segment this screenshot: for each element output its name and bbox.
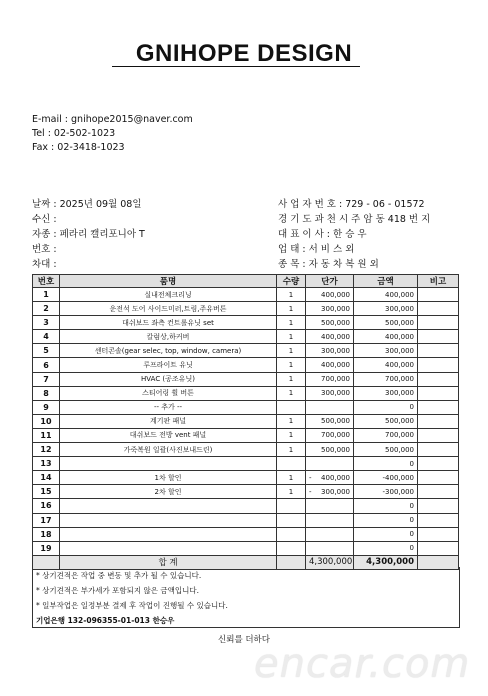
contact-fax: Fax : 02-3418-1023 (32, 142, 125, 153)
row-qty: 1 (277, 386, 306, 400)
table-row (33, 372, 459, 386)
row-item-name: 계기판 패널 (60, 414, 277, 428)
table-row (33, 330, 459, 344)
title-underline (112, 66, 360, 67)
row-number: 1 (33, 288, 60, 302)
row-remarks (418, 485, 459, 499)
row-number: 4 (33, 330, 60, 344)
table-header-row (33, 275, 459, 288)
row-remarks (418, 400, 459, 414)
row-number: 2 (33, 302, 60, 316)
row-amount: -400,000 (354, 471, 418, 485)
row-amount: 300,000 (354, 344, 418, 358)
row-remarks (418, 527, 459, 541)
row-remarks (418, 386, 459, 400)
row-remarks (418, 316, 459, 330)
header-amount: 금액 (354, 275, 418, 288)
footer-slogan: 신뢰를 더하다 (218, 635, 270, 645)
row-number: 12 (33, 443, 60, 457)
info-business-type: 업 태 : 서 비 스 외 (278, 244, 355, 255)
row-qty: 1 (277, 344, 306, 358)
row-remarks (418, 302, 459, 316)
row-amount: -300,000 (354, 485, 418, 499)
row-item-name: -- 추가 -- (60, 400, 277, 414)
info-ceo: 대 표 이 사 : 한 승 우 (278, 229, 367, 240)
row-number: 14 (33, 471, 60, 485)
table-row (33, 316, 459, 330)
note-3: * 일부작업은 일정부분 결제 후 작업이 진행될 수 있습니다. (36, 601, 228, 610)
notes-box (32, 567, 460, 628)
row-number: 13 (33, 457, 60, 471)
row-item-name: 운전석 도어 사이드미러,트림,주유버튼 (60, 302, 277, 316)
row-number: 16 (33, 499, 60, 513)
row-amount: 0 (354, 541, 418, 555)
info-date: 날짜 : 2025년 09월 08일 (32, 199, 142, 210)
row-unit-price (306, 513, 354, 527)
table-row (33, 358, 459, 372)
row-qty: 1 (277, 358, 306, 372)
row-number: 17 (33, 513, 60, 527)
row-remarks (418, 428, 459, 442)
row-amount: 500,000 (354, 443, 418, 457)
row-number: 9 (33, 400, 60, 414)
contact-email: E-mail : gnihope2015@naver.com (32, 114, 193, 125)
row-qty: 1 (277, 428, 306, 442)
row-item-name (60, 541, 277, 555)
row-item-name: 2차 할인 (60, 485, 277, 499)
row-remarks (418, 541, 459, 555)
table-row (33, 527, 459, 541)
row-unit-price: 400,000 (306, 288, 354, 302)
bank-account: 기업은행 132-096355-01-013 한승우 (36, 616, 175, 625)
table-row (33, 400, 459, 414)
info-number: 번호 : (32, 244, 57, 255)
info-business-number: 사 업 자 번 호 : 729 - 06 - 01572 (278, 199, 425, 210)
table-row (33, 302, 459, 316)
row-number: 3 (33, 316, 60, 330)
row-remarks (418, 513, 459, 527)
row-number: 11 (33, 428, 60, 442)
row-item-name (60, 513, 277, 527)
row-amount: 700,000 (354, 372, 418, 386)
row-unit-price: - 400,000 (306, 471, 354, 485)
row-remarks (418, 372, 459, 386)
row-amount: 400,000 (354, 358, 418, 372)
row-qty: 1 (277, 372, 306, 386)
header-unit-price: 단가 (306, 275, 354, 288)
row-amount: 400,000 (354, 330, 418, 344)
row-qty (277, 541, 306, 555)
row-unit-price: 300,000 (306, 302, 354, 316)
row-item-name: 실내전체크리닝 (60, 288, 277, 302)
table-row (33, 443, 459, 457)
row-unit-price: 400,000 (306, 358, 354, 372)
table-row (33, 485, 459, 499)
row-qty: 1 (277, 302, 306, 316)
row-amount: 400,000 (354, 288, 418, 302)
row-remarks (418, 344, 459, 358)
row-remarks (418, 358, 459, 372)
table-row (33, 344, 459, 358)
table-row (33, 288, 459, 302)
row-number: 7 (33, 372, 60, 386)
row-unit-price: 500,000 (306, 414, 354, 428)
header-no: 번호 (33, 275, 60, 288)
info-receiver: 수신 : (32, 214, 57, 225)
row-unit-price (306, 541, 354, 555)
table-row (33, 471, 459, 485)
row-remarks (418, 443, 459, 457)
total-unit: 4,300,000 (306, 555, 354, 569)
row-amount: 0 (354, 400, 418, 414)
table-row (33, 457, 459, 471)
row-amount: 500,000 (354, 316, 418, 330)
row-remarks (418, 471, 459, 485)
row-qty: 1 (277, 414, 306, 428)
watermark-logo: encar.com (254, 641, 471, 687)
total-label: 합 계 (60, 555, 277, 569)
table-row (33, 541, 459, 555)
table-row (33, 414, 459, 428)
row-remarks (418, 457, 459, 471)
row-item-name: HVAC (공조유닛) (60, 372, 277, 386)
row-amount: 0 (354, 499, 418, 513)
header-qty: 수량 (277, 275, 306, 288)
row-unit-price: 500,000 (306, 316, 354, 330)
row-amount: 0 (354, 513, 418, 527)
note-2: * 상기견적은 부가세가 포함되지 않은 금액입니다. (36, 586, 199, 595)
row-amount: 300,000 (354, 386, 418, 400)
row-unit-price: 700,000 (306, 372, 354, 386)
header-remarks: 비고 (418, 275, 459, 288)
row-unit-price (306, 527, 354, 541)
row-remarks (418, 330, 459, 344)
row-number: 15 (33, 485, 60, 499)
row-amount: 0 (354, 457, 418, 471)
row-remarks (418, 414, 459, 428)
total-amount: 4,300,000 (354, 555, 418, 569)
row-number: 6 (33, 358, 60, 372)
row-qty: 1 (277, 471, 306, 485)
row-unit-price: 500,000 (306, 443, 354, 457)
note-1: * 상기견적은 작업 중 변동 및 추가 될 수 있습니다. (36, 571, 202, 580)
row-item-name: 루프라이트 유닛 (60, 358, 277, 372)
row-qty (277, 400, 306, 414)
row-qty: 1 (277, 443, 306, 457)
row-number: 10 (33, 414, 60, 428)
row-qty: 1 (277, 330, 306, 344)
info-car-model: 자종 : 페라리 캘리포니아 T (32, 229, 145, 240)
row-qty (277, 527, 306, 541)
row-unit-price: 300,000 (306, 344, 354, 358)
row-unit-price (306, 457, 354, 471)
table-row (33, 428, 459, 442)
row-item-name: 대쉬보드 좌측 컨트롤유닛 set (60, 316, 277, 330)
table-row (33, 513, 459, 527)
row-item-name (60, 499, 277, 513)
row-item-name: 칼럼상,하커버 (60, 330, 277, 344)
estimate-table (32, 274, 459, 570)
row-qty: 1 (277, 485, 306, 499)
info-chassis: 차대 : (32, 259, 57, 270)
row-number: 8 (33, 386, 60, 400)
row-unit-price (306, 499, 354, 513)
row-number: 18 (33, 527, 60, 541)
info-address: 경 기 도 과 천 시 주 암 동 418 번 지 (278, 214, 431, 225)
contact-tel: Tel : 02-502-1023 (32, 128, 116, 139)
header-item: 품명 (60, 275, 277, 288)
row-qty: 1 (277, 288, 306, 302)
row-item-name (60, 527, 277, 541)
row-qty (277, 499, 306, 513)
row-remarks (418, 499, 459, 513)
row-item-name: 센터콘솔(gear selec, top, window, camera) (60, 344, 277, 358)
row-item-name (60, 457, 277, 471)
info-business-category: 종 목 : 자 동 차 복 원 외 (278, 259, 379, 270)
row-amount: 500,000 (354, 414, 418, 428)
row-qty (277, 457, 306, 471)
row-number: 19 (33, 541, 60, 555)
row-number: 5 (33, 344, 60, 358)
row-unit-price: 400,000 (306, 330, 354, 344)
row-unit-price: - 300,000 (306, 485, 354, 499)
row-amount: 300,000 (354, 302, 418, 316)
row-unit-price: 700,000 (306, 428, 354, 442)
row-unit-price: 300,000 (306, 386, 354, 400)
row-qty (277, 513, 306, 527)
row-amount: 0 (354, 527, 418, 541)
document-title: GNIHOPE DESIGN (135, 40, 353, 67)
row-unit-price (306, 400, 354, 414)
row-amount: 700,000 (354, 428, 418, 442)
row-item-name: 스티어링 휠 버튼 (60, 386, 277, 400)
row-qty: 1 (277, 316, 306, 330)
row-remarks (418, 288, 459, 302)
table-row (33, 499, 459, 513)
table-row (33, 386, 459, 400)
row-item-name: 대쉬보드 전방 vent 패널 (60, 428, 277, 442)
row-item-name: 가죽복원 일괄(사진보내드린) (60, 443, 277, 457)
row-item-name: 1차 할인 (60, 471, 277, 485)
